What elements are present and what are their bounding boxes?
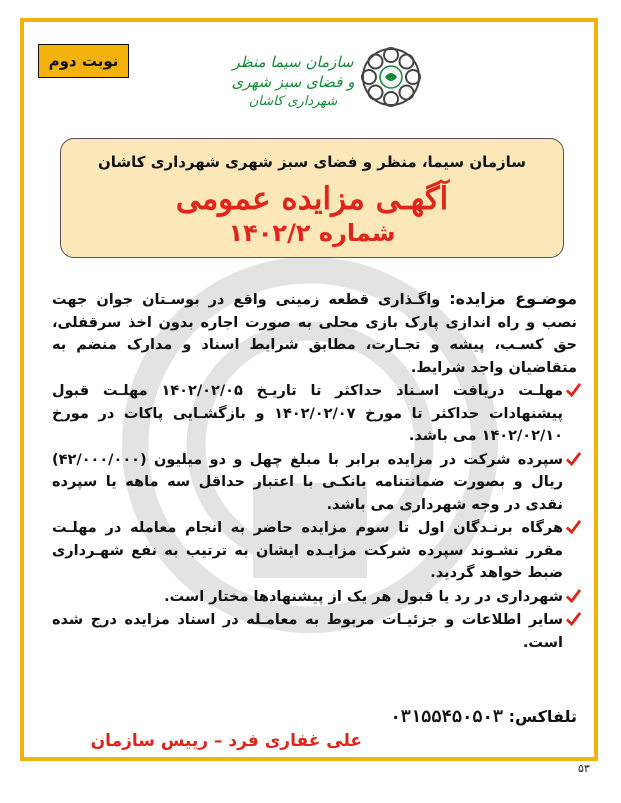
subject-paragraph (52, 288, 577, 379)
signature: علی غفاری فرد – رییس سازمان (90, 731, 362, 751)
municipality-logo-icon (360, 46, 422, 108)
contact-number: ۰۳۱۵۵۴۵۰۵۰۳ (390, 707, 504, 727)
notice-number: شماره ۱۴۰۲/۲ (228, 219, 396, 247)
bullet-item (52, 380, 577, 448)
logo-script-line2: شهرداری کاشان (248, 93, 338, 109)
bullet-text: هرگاه برنـدگان اول تا سوم مزایده حاضر به انجام معامله در مهلـت مقرر نشـوند سپرده شرکت مزایـده ایشان به ترتیب به نفع شهـرداری ضبط خواهد گردید. (52, 520, 563, 581)
page-number: ۵۳ (578, 762, 590, 775)
bullet-item (52, 449, 577, 517)
check-icon (566, 451, 581, 466)
bullet-item (52, 517, 577, 585)
subject-label: موضـوع مزایده: (449, 289, 577, 308)
bullet-text: شهرداری در رد یا قبول هر یک از پیشنهادها مختار است. (164, 588, 563, 605)
bullet-text: سایر اطلاعات و جزئیـات مربوط به معامـله در اسناد مزایده درج شده است. (52, 612, 563, 651)
bullet-text: مهلـت دریافت اسـناد حداکثر تا تاریـخ ۱۴۰۲/۰۲/۰۵ مهلـت قبول پیشنهادات حداکثر تا مورخ ۱۴۰۲/۰۲/۰۷ و بازگشـایی پاکات در مورخ ۱۴۰۲/۰۲/۱۰ می باشد. (52, 383, 564, 444)
check-icon (566, 611, 581, 626)
logo-script-text (228, 52, 358, 110)
notice-title: آگهـی مزایده عمومی (175, 181, 449, 217)
bullet-text: سپرده شرکت در مزایده برابر با مبلغ چهل و دو میلیون (۴۲/۰۰۰/۰۰۰) ریال و بصورت ضمانتنامه بانکـی با اعتبار حداقل سه ماهه یا سپرده نقدی در وجه شهرداری می باشد. (52, 451, 563, 513)
contact-label: تلفاکس: (508, 707, 577, 726)
second-turn-badge: نوبت دوم (38, 44, 129, 78)
notice-body (52, 288, 577, 654)
logo-script-line1: سازمان سیما منظر و فضای سبز شهری (231, 53, 355, 92)
bullet-item (52, 586, 577, 609)
contact-line (290, 707, 577, 727)
check-icon (566, 588, 581, 603)
subject-text: واگـذاری قطعه زمینی واقع در بوسـتان جوان جهت نصب و راه اندازی پارک بازی محلی به صورت اجاره بدون اخذ سرقفلی، حق کسـب، پیشه و تجـارت، مطابق شرایط اسناد و مدارک منضم به متقاضیان واجد شرایط. (52, 292, 577, 376)
bullet-item (52, 609, 577, 654)
header-box (60, 138, 564, 258)
check-icon (566, 382, 581, 397)
org-name: سازمان سیما، منظر و فضای سبز شهری شهرداری کاشان (97, 153, 527, 171)
check-icon (566, 519, 581, 534)
